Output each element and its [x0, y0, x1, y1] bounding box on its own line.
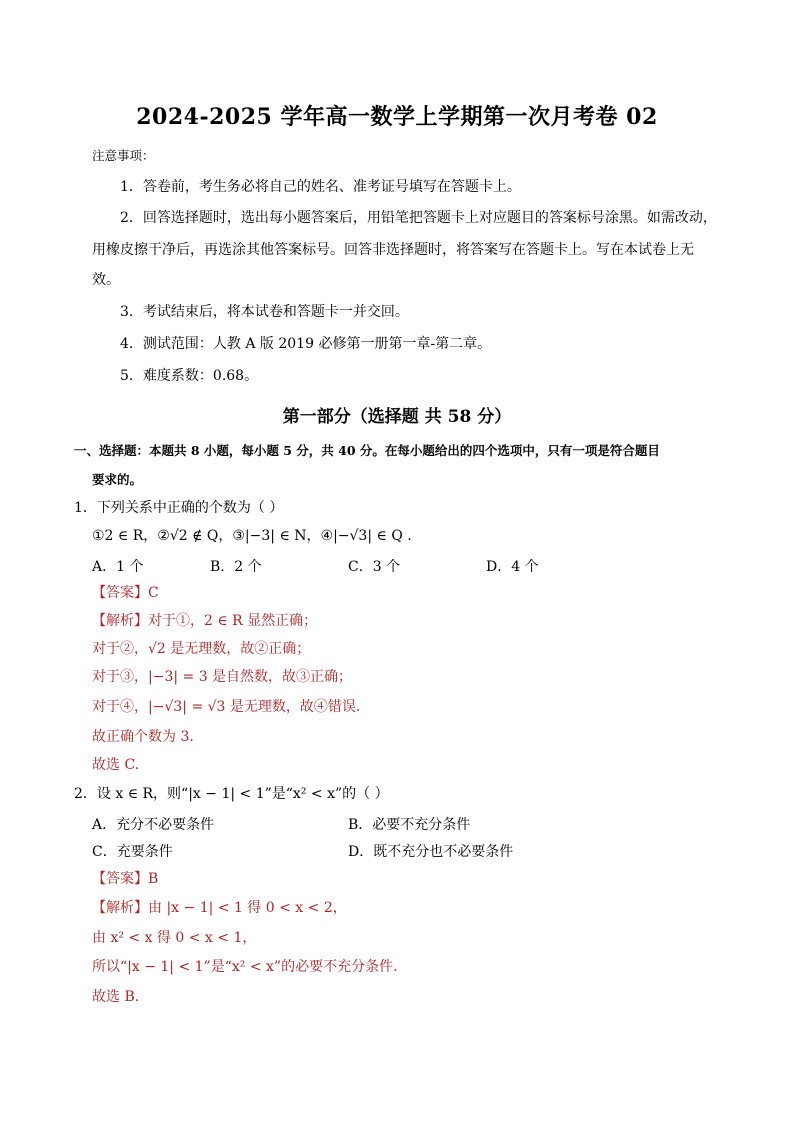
- section-title: 第一部分（选择题 共 58 分）: [282, 407, 512, 427]
- q2-analysis-1: 【解析】由 |x − 1| < 1 得 0 < x < 2，: [92, 900, 347, 916]
- notice-item-2-cont: 用橡皮擦干净后，再选涂其他答案标号。回答非选择题时，将答案写在答题卡上。写在本试卷上无: [92, 242, 694, 258]
- q2-answer: 【答案】B: [92, 871, 159, 887]
- notice-item-2: 2．回答选择题时，选出每小题答案后，用铅笔把答题卡上对应题目的答案标号涂黑。如需改动，: [120, 210, 717, 226]
- notice-item-2-end: 效。: [92, 272, 120, 288]
- notice-item-3: 3．考试结束后，将本试卷和答题卡一并交回。: [120, 304, 409, 320]
- q2-analysis-4: 故选 B.: [92, 989, 140, 1005]
- q1-answer: 【答案】C: [92, 585, 159, 601]
- q1-analysis-3: 对于③，|−3| = 3 是自然数，故③正确；: [92, 669, 353, 685]
- notice-item-5: 5．难度系数：0.68。: [120, 368, 259, 384]
- q1-option-a: A．1 个: [92, 559, 144, 575]
- q2-option-c: C．充要条件: [92, 844, 173, 860]
- notice-item-4: 4．测试范围：人教 A 版 2019 必修第一册第一章-第二章。: [120, 336, 492, 352]
- q1-option-c: C．3 个: [348, 559, 401, 575]
- part1-intro: 一、选择题：本题共 8 小题，每小题 5 分，共 40 分。在每小题给出的四个选项中，只有一项是符合题目: [74, 443, 660, 458]
- q1-option-d: D．4 个: [486, 559, 539, 575]
- notice-heading: 注意事项：: [92, 148, 155, 163]
- q2-analysis-2: 由 x² < x 得 0 < x < 1，: [92, 930, 257, 946]
- q1-option-b: B．2 个: [210, 559, 262, 575]
- q1-analysis-6: 故选 C.: [92, 757, 140, 773]
- part1-intro-cont: 要求的。: [92, 472, 143, 487]
- q1-analysis-5: 故正确个数为 3.: [92, 729, 194, 745]
- q1-analysis-2: 对于②，√2 是无理数，故②正确；: [92, 641, 311, 657]
- q1-statement: ①2 ∈ R，②√2 ∉ Q，③|−3| ∈ N，④|−√3| ∈ Q .: [92, 528, 412, 544]
- q2-stem: 2．设 x ∈ R，则“|x − 1| < 1”是“x² < x”的（ ）: [74, 786, 389, 802]
- page-title: 2024-2025 学年高一数学上学期第一次月考卷 02: [136, 104, 658, 130]
- q1-analysis-1: 【解析】对于①，2 ∈ R 显然正确；: [92, 613, 318, 629]
- q2-option-d: D．既不充分也不必要条件: [348, 844, 514, 860]
- q2-option-b: B．必要不充分条件: [348, 817, 471, 833]
- q2-analysis-3: 所以“|x − 1| < 1”是“x² < x”的必要不充分条件.: [92, 959, 398, 975]
- q2-option-a: A．充分不必要条件: [92, 817, 215, 833]
- q1-analysis-4: 对于④，|−√3| = √3 是无理数，故④错误.: [92, 699, 361, 715]
- q1-stem: 1．下列关系中正确的个数为（ ）: [74, 500, 284, 516]
- notice-item-1: 1．答卷前，考生务必将自己的姓名、准考证号填写在答题卡上。: [120, 179, 521, 195]
